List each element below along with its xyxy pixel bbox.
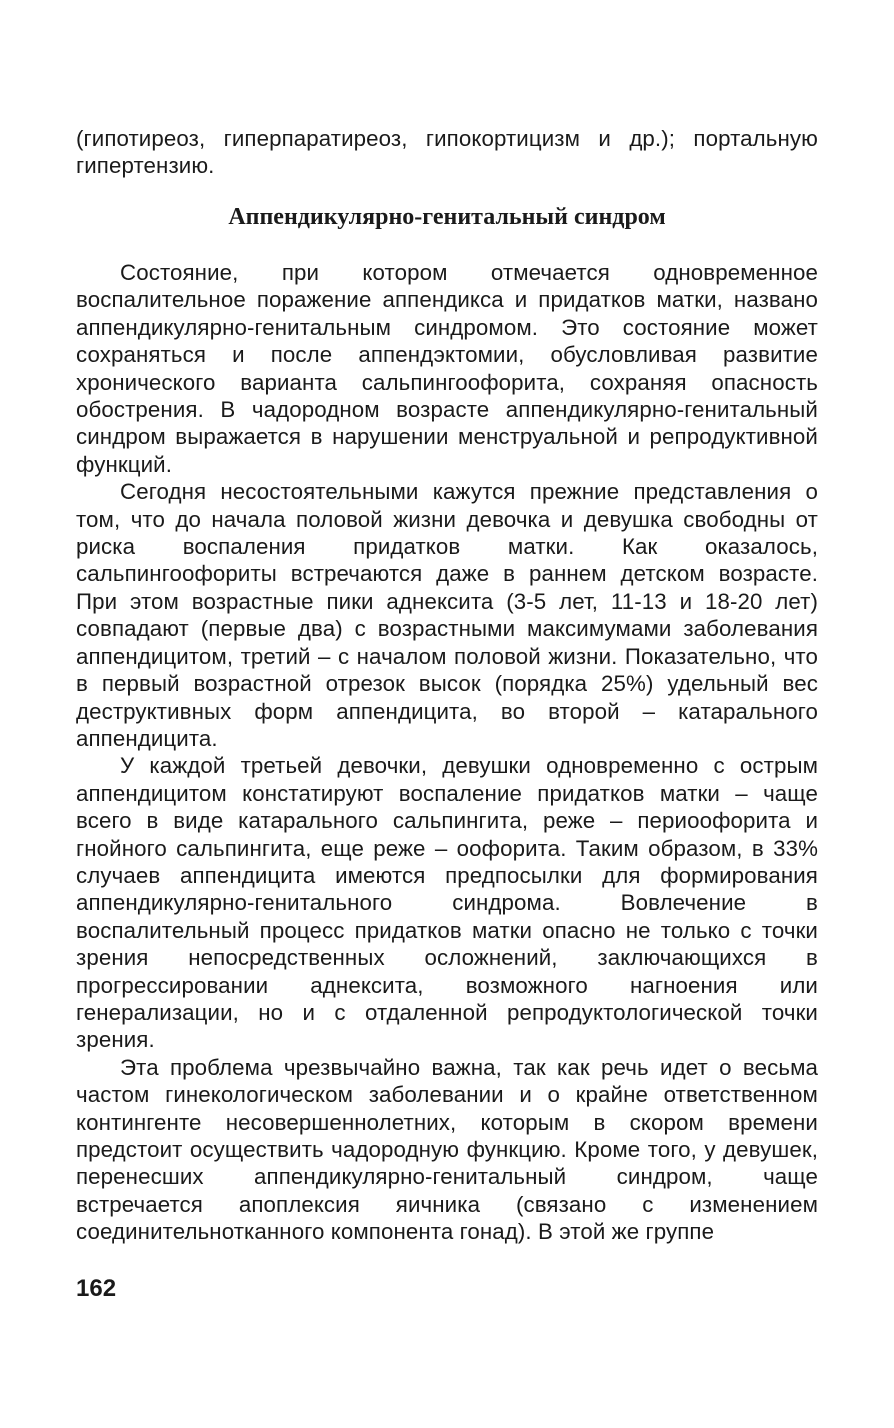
page-number: 162: [76, 1275, 117, 1302]
paragraph-1: Состояние, при котором отмечается одновременное воспалительное поражение аппендикса и придатков матки, названо аппендикулярно-генитальным синдромом. Это состояние может сохраняться и после аппендэктомии, обусловливая развитие хронического варианта сальпингоофорита, сохраняя опасность обострения. В чадородном возрасте аппендикулярно-генитальный синдром выражается в нарушении менструальной и репродуктивной функций.: [76, 260, 818, 477]
section-heading: Аппендикулярно-генитальный синдром: [228, 204, 666, 230]
paragraph-2: Сегодня несостоятельными кажутся прежние представления о том, что до начала половой жизни девочка и девушка свободны от риска воспаления придатков матки. Как оказалось, сальпингоофориты встречаются даже в раннем детском возрасте. При этом возрастные пики аднексита (3-5 лет, 11-13 и 18-20 лет) совпадают (первые два) с возрастными максимумами заболевания аппендицитом, третий – с началом половой жизни. Показательно, что в первый возрастной отрезок высок (порядка 25%) удельный вес деструктивных форм аппендицита, во второй – катарального аппендицита.: [76, 479, 818, 751]
paragraph-4: Эта проблема чрезвычайно важна, так как речь идет о весьма частом гинекологическом заболевании и о крайне ответственном контингенте несовершеннолетних, которым в скором времени предстоит осуществить чадородную функцию. Кроме того, у девушек, перенесших аппендикулярно-генитальный синдром, чаще встречается апоплексия яичника (связано с изменением соединительнотканного компонента гонад). В этой же группе: [76, 1054, 818, 1245]
section-body: [76, 259, 818, 1246]
paragraph-3: У каждой третьей девочки, девушки одновременно с острым аппендицитом констатируют воспаление придатков матки – чаще всего в виде катарального сальпингита, реже – периоофорита и гнойного сальпингита, еще реже – оофорита. Таким образом, в 33% случаев аппендицита имеются предпосылки для формирования аппендикулярно-генитального синдрома. Вовлечение в воспалительный процесс придатков матки опасно не только с точки зрения непосредственных осложнений, заключающихся в прогрессировании аднексита, возможного нагноения или генерализации, но и с отдаленной репродуктологической точки зрения.: [76, 753, 818, 1053]
intro-text-block: [76, 125, 818, 180]
intro-paragraph: (гипотиреоз, гиперпаратиреоз, гипокортицизм и др.); портальную гипертензию.: [76, 126, 818, 179]
